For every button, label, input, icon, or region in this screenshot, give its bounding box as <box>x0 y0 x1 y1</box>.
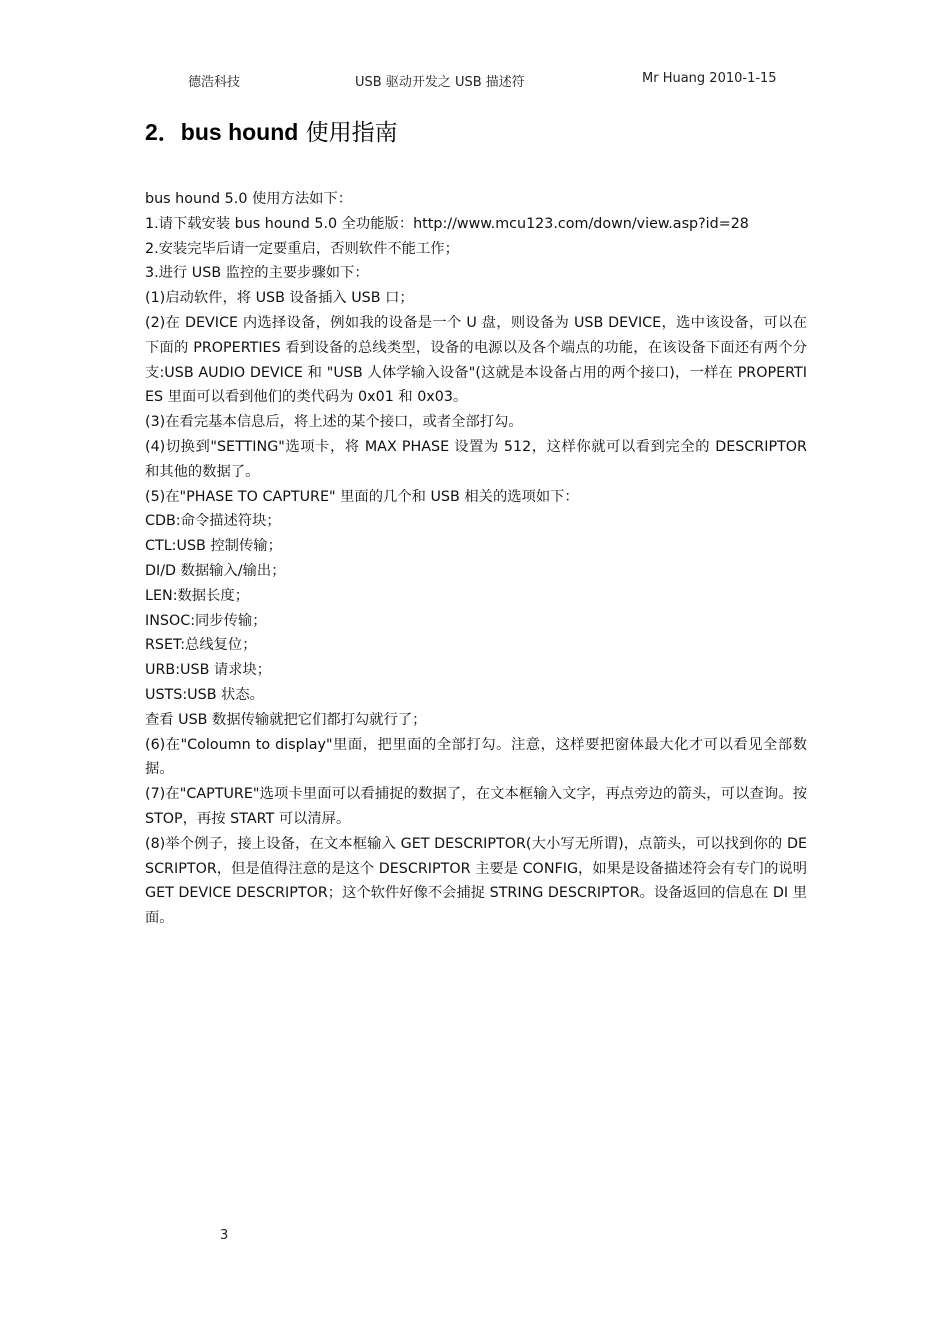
paragraph: LEN:数据长度； <box>145 587 249 604</box>
document-body <box>145 187 807 931</box>
paragraph: (5)在"PHASE TO CAPTURE" 里面的几个和 USB 相关的选项如下： <box>145 488 579 505</box>
paragraph: RSET:总线复位； <box>145 637 257 654</box>
paragraph: 2.安装完毕后请一定要重启，否则软件不能工作； <box>145 240 459 257</box>
paragraph: (7)在"CAPTURE"选项卡里面可以看捕捉的数据了，在文本框输入文字，再点旁边的箭头，可以查询。按 STOP，再按 START 可以清屏。 <box>145 786 807 827</box>
paragraph: INSOC:同步传输； <box>145 612 267 629</box>
header-document-title: USB 驱动开发之 USB 描述符 <box>355 75 525 90</box>
paragraph: (3)在看完基本信息后，将上述的某个接口，或者全部打勾。 <box>145 414 523 431</box>
paragraph: 1.请下载安装 bus hound 5.0 全功能版：http://www.mcu123.com/down/view.asp?id=28 <box>145 215 749 232</box>
page-header <box>0 71 950 91</box>
paragraph: 查看 USB 数据传输就把它们都打勾就行了； <box>145 711 427 728</box>
paragraph: (4)切换到"SETTING"选项卡，将 MAX PHASE 设置为 512，这样你就可以看到完全的 DESCRIPTOR 和其他的数据了。 <box>145 438 807 480</box>
paragraph: DI/D 数据输入/输出； <box>145 562 286 579</box>
section-heading <box>145 116 398 149</box>
paragraph: bus hound 5.0 使用方法如下： <box>145 191 353 207</box>
paragraph: (2)在 DEVICE 内选择设备，例如我的设备是一个 U 盘，则设备为 USB DEVICE，选中该设备，可以在下面的 PROPERTIES 看到设备的总线类型，设备的电源以及各个端点的功能，在该设备下面还有两个分支:USB AUDIO DEVICE 和 "USB 人体学输入设备"(这就是本设备占用的两个接口)，一样在 PROPERTIES 里面可以看到他们的类代码为 0x01 和 0x03。 <box>145 314 807 406</box>
paragraph: CDB:命令描述符块； <box>145 513 281 530</box>
paragraph: (1)启动软件，将 USB 设备插入 USB 口； <box>145 290 414 307</box>
paragraph: 3.进行 USB 监控的主要步骤如下： <box>145 265 369 282</box>
section-title-chinese: 使用指南 <box>305 120 398 146</box>
section-title-english: bus hound <box>180 119 299 145</box>
page-number: 3 <box>220 1228 229 1243</box>
paragraph: CTL:USB 控制传输； <box>145 538 282 555</box>
paragraph: (6)在"Coloumn to display"里面，把里面的全部打勾。注意，这样要把窗体最大化才可以看见全部数据。 <box>145 736 807 778</box>
paragraph: USTS:USB 状态。 <box>145 686 264 703</box>
paragraph: (8)举个例子，接上设备，在文本框输入 GET DESCRIPTOR(大小写无所谓)，点箭头，可以找到你的 DESCRIPTOR，但是值得注意的是这个 DESCRIPTOR 主要是 CONFIG，如果是设备描述符会有专门的说明 GET DEVICE DESCRIPTOR；这个软件好像不会捕捉 STRING DESCRIPTOR。设备返回的信息在 DI 里面。 <box>145 835 807 927</box>
header-author-date: Mr Huang 2010-1-15 <box>642 71 777 86</box>
section-number: 2． <box>145 119 181 145</box>
paragraph: URB:USB 请求块； <box>145 662 272 679</box>
header-company: 德浩科技 <box>188 75 241 90</box>
